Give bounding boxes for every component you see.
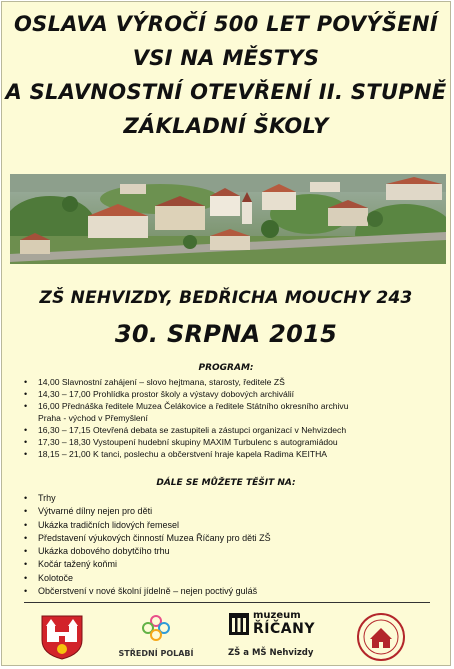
coat-of-arms-logo <box>40 614 84 660</box>
aerial-photo <box>10 174 446 264</box>
program-heading: PROGRAM: <box>198 363 254 373</box>
activities-list <box>24 492 271 598</box>
program-item-continuation: Praha - východ v Přemyšlení <box>38 413 148 423</box>
flower-icon <box>139 614 173 642</box>
event-date: 30. SRPNA 2015 <box>114 320 338 348</box>
muzeum-label-top: muzeum <box>253 610 301 621</box>
program-item: • 18,15 – 21,00 K tanci, poslechu a občerstvení hraje kapela Radima KEITHA <box>24 448 349 460</box>
program-item: • 16,30 – 17,15 Otevřená debata se zastupiteli a zástupci organizací v Nehvizdech <box>24 424 349 436</box>
activity-item: • Ukázka dobového dobytčího trhu <box>24 545 271 558</box>
activity-item: • Kolotoče <box>24 572 271 585</box>
stredni-polabi-label: STŘEDNÍ POLABÍ <box>118 649 194 658</box>
poster-title <box>2 7 450 143</box>
poster <box>1 1 451 666</box>
footer-divider <box>24 602 430 603</box>
muzeum-label-bottom: ŘÍČANY <box>253 621 315 637</box>
coat-of-arms-icon <box>40 614 84 660</box>
title-line-4: ZÁKLADNÍ ŠKOLY <box>123 114 329 138</box>
stamp-icon <box>356 612 406 662</box>
program-item: • 14,30 – 17,00 Prohlídka prostor školy a výstavy dobových archiválií <box>24 388 349 400</box>
activity-item: • Představení výukových činností Muzea Říčany pro děti ZŠ <box>24 532 271 545</box>
activity-item: • Trhy <box>24 492 271 505</box>
activity-item: • Výtvarné dílny nejen pro děti <box>24 505 271 518</box>
aerial-photo-image <box>10 174 446 264</box>
stredni-polabi-logo <box>114 614 198 660</box>
muzeum-ricany-logo <box>228 610 315 640</box>
activities-heading: DÁLE SE MŮŽETE TĚŠIT NA: <box>156 478 296 488</box>
zs-ms-label: ZŠ a MŠ Nehvizdy <box>228 648 314 658</box>
program-item: • 17,30 – 18,30 Vystoupení hudební skupiny MAXIM Turbulenc s autogramiádou <box>24 436 349 448</box>
activity-item: • Občerstvení v nové školní jídelně – nejen poctivý guláš <box>24 585 271 598</box>
title-line-2: VSI NA MĚSTYS <box>132 46 320 70</box>
activity-item: • Ukázka tradičních lidových řemesel <box>24 519 271 532</box>
program-item: • 16,00 Přednáška ředitele Muzea Čelákovice a ředitele Státního okresního archivu <box>24 400 349 412</box>
title-line-3: A SLAVNOSTNÍ OTEVŘENÍ II. STUPNĚ <box>5 80 447 104</box>
museum-building-icon <box>228 612 250 636</box>
school-address: ZŠ NEHVIZDY, BEDŘICHA MOUCHY 243 <box>39 288 413 308</box>
activity-item: • Kočár tažený koňmi <box>24 558 271 571</box>
title-line-1: OSLAVA VÝROČÍ 500 LET POVÝŠENÍ <box>14 12 438 36</box>
program-list <box>24 376 349 460</box>
round-stamp-logo <box>356 612 406 662</box>
program-item: • 14,00 Slavnostní zahájení – slovo hejtmana, starosty, ředitele ZŠ <box>24 376 349 388</box>
